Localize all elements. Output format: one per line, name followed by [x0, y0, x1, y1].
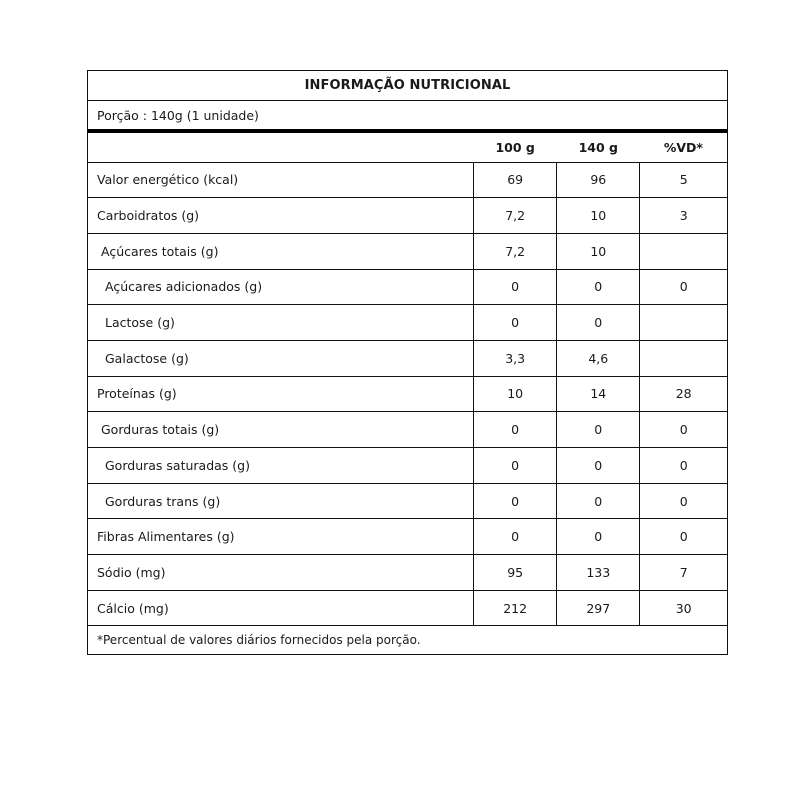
table-row: [88, 448, 727, 484]
nutrient-name: Gorduras totais (g): [88, 412, 474, 448]
header-nutrient: [88, 133, 474, 162]
value-daily-percent: [640, 305, 727, 341]
footnote: *Percentual de valores diários fornecidos pela porção.: [97, 633, 421, 648]
value-per-portion: 0: [557, 269, 640, 305]
value-per-100g: 7,2: [474, 233, 557, 269]
value-per-100g: 69: [474, 162, 557, 198]
table-row: [88, 519, 727, 555]
table-row: [88, 269, 727, 305]
nutrition-facts-label: [87, 70, 728, 655]
value-daily-percent: 30: [640, 590, 727, 626]
value-per-portion: 0: [557, 412, 640, 448]
table-row: [88, 162, 727, 198]
nutrient-name: Lactose (g): [88, 305, 474, 341]
label-title: INFORMAÇÃO NUTRICIONAL: [88, 71, 727, 101]
value-per-100g: 0: [474, 412, 557, 448]
value-daily-percent: 3: [640, 198, 727, 234]
value-per-portion: 133: [557, 555, 640, 591]
value-per-100g: 3,3: [474, 340, 557, 376]
table-row: [88, 233, 727, 269]
value-per-portion: 0: [557, 305, 640, 341]
table-row: [88, 555, 727, 591]
value-per-100g: 95: [474, 555, 557, 591]
header-daily-value: %VD*: [640, 133, 727, 162]
nutrient-name: Fibras Alimentares (g): [88, 519, 474, 555]
header-per-100g: 100 g: [474, 133, 557, 162]
table-row: [88, 340, 727, 376]
nutrition-table: [88, 133, 727, 626]
value-daily-percent: 0: [640, 483, 727, 519]
value-daily-percent: 0: [640, 412, 727, 448]
value-daily-percent: 0: [640, 269, 727, 305]
portion-size: Porção : 140g (1 unidade): [88, 101, 727, 133]
value-daily-percent: 0: [640, 519, 727, 555]
value-daily-percent: 28: [640, 376, 727, 412]
nutrient-name: Açúcares totais (g): [88, 233, 474, 269]
table-row: [88, 590, 727, 626]
value-per-portion: 14: [557, 376, 640, 412]
table-header-row: [88, 133, 727, 162]
nutrient-name: Galactose (g): [88, 340, 474, 376]
nutrient-name: Carboidratos (g): [88, 198, 474, 234]
table-row: [88, 198, 727, 234]
table-row: [88, 412, 727, 448]
value-daily-percent: [640, 233, 727, 269]
value-per-100g: 0: [474, 448, 557, 484]
nutrient-name: Proteínas (g): [88, 376, 474, 412]
nutrient-name: Cálcio (mg): [88, 590, 474, 626]
value-per-portion: 297: [557, 590, 640, 626]
value-per-portion: 0: [557, 483, 640, 519]
table-row: [88, 376, 727, 412]
value-per-portion: 0: [557, 448, 640, 484]
value-per-portion: 4,6: [557, 340, 640, 376]
value-daily-percent: [640, 340, 727, 376]
value-per-portion: 96: [557, 162, 640, 198]
nutrient-name: Sódio (mg): [88, 555, 474, 591]
value-per-100g: 212: [474, 590, 557, 626]
value-per-100g: 10: [474, 376, 557, 412]
nutrient-name: Gorduras saturadas (g): [88, 448, 474, 484]
nutrient-name: Açúcares adicionados (g): [88, 269, 474, 305]
table-row: [88, 305, 727, 341]
value-per-100g: 0: [474, 519, 557, 555]
value-daily-percent: 7: [640, 555, 727, 591]
nutrient-name: Valor energético (kcal): [88, 162, 474, 198]
value-per-100g: 0: [474, 269, 557, 305]
nutrient-name: Gorduras trans (g): [88, 483, 474, 519]
value-per-100g: 0: [474, 305, 557, 341]
value-per-portion: 0: [557, 519, 640, 555]
value-per-portion: 10: [557, 198, 640, 234]
value-daily-percent: 5: [640, 162, 727, 198]
table-row: [88, 483, 727, 519]
header-per-portion: 140 g: [557, 133, 640, 162]
value-per-portion: 10: [557, 233, 640, 269]
value-daily-percent: 0: [640, 448, 727, 484]
value-per-100g: 7,2: [474, 198, 557, 234]
value-per-100g: 0: [474, 483, 557, 519]
